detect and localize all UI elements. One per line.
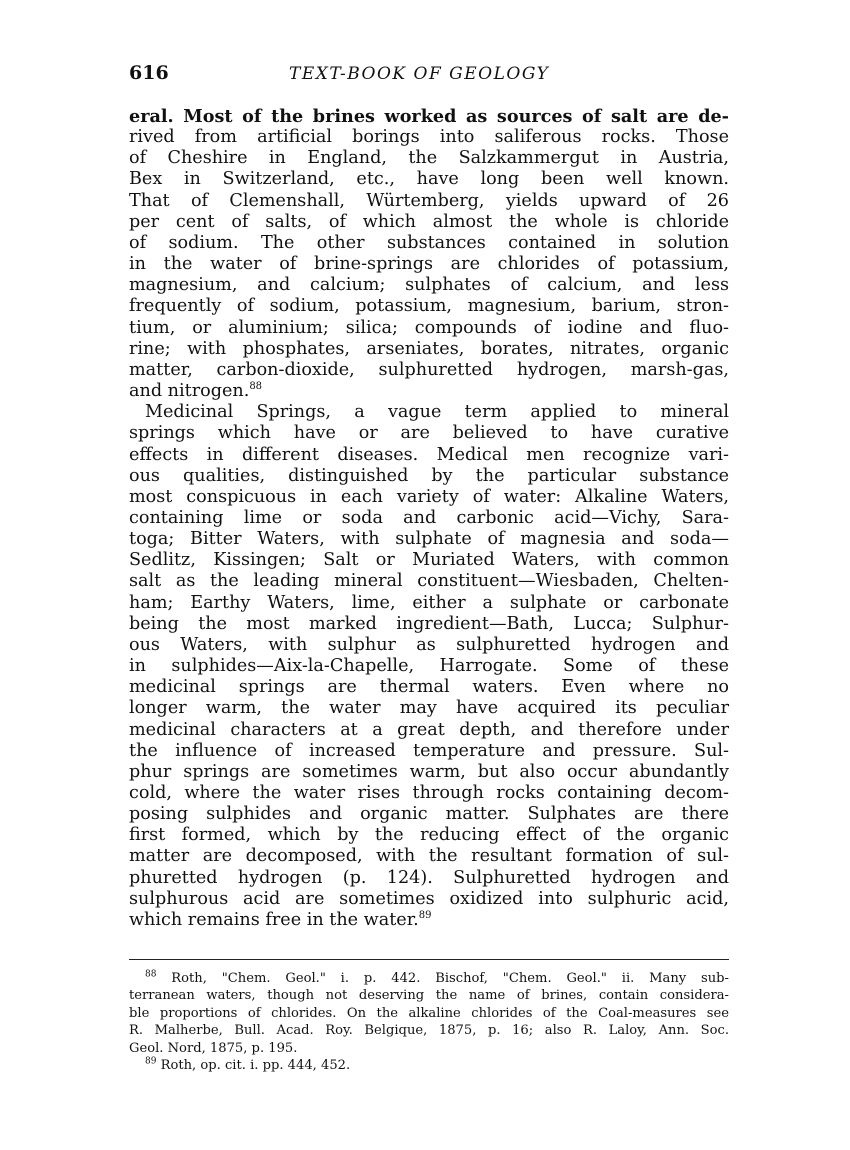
text-line: medicinal springs are thermal waters. Even where no	[129, 677, 729, 698]
text-line: containing lime or soda and carbonic acid—Vichy, Sara-	[129, 507, 729, 528]
text-line: effects in different diseases. Medical men recognize vari-	[129, 444, 729, 465]
text-line-with-footnote	[129, 381, 729, 402]
footnote-ref-89[interactable]: 89	[418, 910, 432, 922]
text-line: posing sulphides and organic matter. Sulphates are there	[129, 804, 729, 825]
text-line: ham; Earthy Waters, lime, either a sulphate or carbonate	[129, 592, 729, 613]
text-line: ous Waters, with sulphur as sulphuretted hydrogen and	[129, 634, 729, 655]
footnote-89-line	[129, 1057, 729, 1074]
text-line: salt as the leading mineral constituent—Wiesbaden, Chelten-	[129, 571, 729, 592]
main-text	[129, 106, 729, 931]
text-line: eral. Most of the brines worked as sources of salt are de-	[129, 106, 729, 127]
text-line: phuretted hydrogen (p. 124). Sulphuretted hydrogen and	[129, 867, 729, 888]
footnote-divider	[129, 959, 729, 960]
text-line: and nitrogen.	[129, 381, 250, 402]
text-line: matter, carbon-dioxide, sulphuretted hydrogen, marsh-gas,	[129, 359, 729, 380]
text-line: first formed, which by the reducing effect of the organic	[129, 825, 729, 846]
text-line: cold, where the water rises through rocks containing decom-	[129, 783, 729, 803]
text-line: phur springs are sometimes warm, but also occur abundantly	[129, 761, 729, 782]
text-line: Medicinal Springs, a vague term applied to mineral	[145, 402, 729, 423]
text-line: per cent of salts, of which almost the whole is chloride	[129, 211, 729, 232]
footnote-88-line: R. Malherbe, Bull. Acad. Roy. Belgique, 1875, p. 16; also R. Laloy, Ann. Soc.	[129, 1023, 729, 1039]
text-line: springs which have or are believed to have curative	[129, 423, 729, 444]
text-line: magnesium, and calcium; sulphates of calcium, and less	[129, 275, 729, 296]
footnote-88-line: terranean waters, though not deserving the name of brines, contain considera-	[129, 988, 729, 1004]
text-line: tium, or aluminium; silica; compounds of iodine and fluo-	[129, 317, 729, 338]
footnote-88-line: Geol. Nord, 1875, p. 195.	[129, 1040, 298, 1056]
text-line: of sodium. The other substances contained in solution	[129, 232, 729, 253]
text-line: being the most marked ingredient—Bath, Lucca; Sulphur-	[129, 613, 729, 634]
text-line: in sulphides—Aix-la-Chapelle, Harrogate. Some of these	[129, 656, 729, 677]
footnote-ref-88[interactable]: 88	[249, 381, 263, 393]
text-line: in the water of brine-springs are chlorides of potassium,	[129, 254, 729, 275]
footnote-88-line: ble proportions of chlorides. On the alkaline chlorides of the Coal-measures see	[129, 1005, 729, 1021]
text-line: matter are decomposed, with the resultant formation of sul-	[129, 846, 729, 867]
footnote-text: Roth, op. cit. i. pp. 444, 452.	[160, 1058, 351, 1074]
text-line: most conspicuous in each variety of water: Alkaline Waters,	[129, 486, 729, 507]
text-line: That of Clemenshall, Würtemberg, yields upward of 26	[129, 190, 729, 211]
footnotes	[129, 970, 729, 1074]
text-line: medicinal characters at a great depth, and therefore under	[129, 719, 729, 740]
running-title: TEXT-BOOK OF GEOLOGY	[289, 64, 550, 84]
page-header	[129, 62, 729, 92]
footnote-88-line	[129, 970, 729, 987]
page-number: 616	[129, 62, 169, 84]
text-line: frequently of sodium, potassium, magnesium, barium, stron-	[129, 296, 729, 317]
text-line: Bex in Switzerland, etc., have long been well known.	[129, 169, 729, 190]
text-line: rine; with phosphates, arseniates, borates, nitrates, organic	[129, 338, 729, 359]
text-line: rived from artificial borings into saliferous rocks. Those	[129, 127, 729, 148]
text-line: of Cheshire in England, the Salzkammergut in Austria,	[129, 148, 729, 169]
text-line: which remains free in the water.	[129, 909, 419, 930]
footnote-number: 89	[145, 1056, 157, 1067]
text-line: Sedlitz, Kissingen; Salt or Muriated Waters, with common	[129, 550, 729, 571]
text-line: toga; Bitter Waters, with sulphate of magnesia and soda—	[129, 529, 729, 550]
text-line: sulphurous acid are sometimes oxidized into sulphuric acid,	[129, 888, 729, 909]
text-line: the influence of increased temperature and pressure. Sul-	[129, 740, 729, 761]
footnote-text: Roth, "Chem. Geol." i. p. 442. Bischof, "Chem. Geol." ii. Many sub-	[171, 971, 729, 986]
footnote-number: 88	[145, 969, 157, 980]
text-line-with-footnote	[129, 910, 729, 931]
text-line: ous qualities, distinguished by the particular substance	[129, 465, 729, 486]
text-line: longer warm, the water may have acquired its peculiar	[129, 698, 729, 719]
